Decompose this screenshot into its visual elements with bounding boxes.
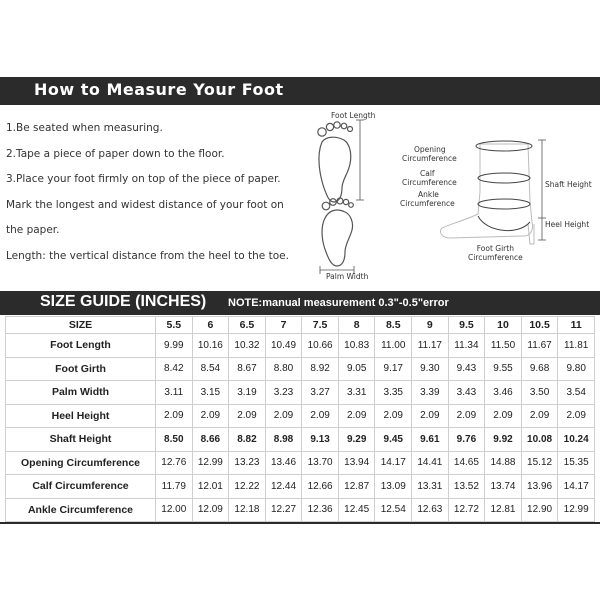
table-cell: 12.81 <box>485 498 522 522</box>
table-cell: 2.09 <box>338 404 375 428</box>
table-cell: 3.39 <box>412 381 449 405</box>
table-cell: 2.09 <box>485 404 522 428</box>
table-header-row <box>6 317 595 334</box>
table-cell: 10.49 <box>265 334 302 358</box>
table-cell: 15.12 <box>521 451 558 475</box>
footprint-illustration <box>300 108 390 278</box>
table-cell: 8.66 <box>192 428 229 452</box>
size-column-header: 9 <box>412 317 449 334</box>
footprint-bottom <box>322 210 352 266</box>
table-cell: 11.81 <box>558 334 595 358</box>
table-cell: 9.99 <box>156 334 193 358</box>
table-cell: 3.31 <box>338 381 375 405</box>
table-cell: 3.11 <box>156 381 193 405</box>
table-cell: 3.35 <box>375 381 412 405</box>
size-column-header: 9.5 <box>448 317 485 334</box>
table-cell: 2.09 <box>192 404 229 428</box>
table-cell: 9.80 <box>558 357 595 381</box>
table-cell: 13.94 <box>338 451 375 475</box>
table-cell: 12.99 <box>192 451 229 475</box>
row-label: Palm Width <box>6 381 156 405</box>
instruction-line: Length: the vertical distance from the heel to the toe. <box>6 249 289 262</box>
table-cell: 12.09 <box>192 498 229 522</box>
table-cell: 2.09 <box>265 404 302 428</box>
size-column-header: 6 <box>192 317 229 334</box>
size-column-header: 8.5 <box>375 317 412 334</box>
table-cell: 3.15 <box>192 381 229 405</box>
table-cell: 2.09 <box>521 404 558 428</box>
table-cell: 11.79 <box>156 475 193 499</box>
foot-length-label: Foot Length <box>331 111 376 120</box>
table-cell: 12.45 <box>338 498 375 522</box>
table-cell: 8.92 <box>302 357 339 381</box>
table-cell: 9.68 <box>521 357 558 381</box>
table-cell: 3.50 <box>521 381 558 405</box>
table-cell: 12.22 <box>229 475 266 499</box>
table-cell: 13.74 <box>485 475 522 499</box>
bottom-rule <box>0 522 600 524</box>
row-label: Heel Height <box>6 404 156 428</box>
table-cell: 11.50 <box>485 334 522 358</box>
table-cell: 9.05 <box>338 357 375 381</box>
size-guide-title: SIZE GUIDE (INCHES) <box>40 293 207 310</box>
header-bar <box>0 77 600 105</box>
size-guide-table <box>5 316 595 522</box>
row-label: Foot Length <box>6 334 156 358</box>
instruction-line: the paper. <box>6 224 60 236</box>
table-cell: 8.54 <box>192 357 229 381</box>
table-cell: 12.01 <box>192 475 229 499</box>
table-cell: 2.09 <box>375 404 412 428</box>
table-cell: 14.41 <box>412 451 449 475</box>
table-cell: 12.87 <box>338 475 375 499</box>
table-cell: 3.19 <box>229 381 266 405</box>
instruction-line: Mark the longest and widest distance of your foot on <box>6 198 284 211</box>
size-column-header: 11 <box>558 317 595 334</box>
row-label: Foot Girth <box>6 357 156 381</box>
table-cell: 12.18 <box>229 498 266 522</box>
size-column-header: 8 <box>338 317 375 334</box>
footprint-top <box>319 137 351 202</box>
table-cell: 2.09 <box>558 404 595 428</box>
table-row <box>6 451 595 475</box>
shaft-height-label: Shaft Height <box>545 180 592 189</box>
size-column-header: 6.5 <box>229 317 266 334</box>
table-cell: 9.29 <box>338 428 375 452</box>
table-row <box>6 334 595 358</box>
table-cell: 3.23 <box>265 381 302 405</box>
row-label: Ankle Circumference <box>6 498 156 522</box>
table-cell: 2.09 <box>448 404 485 428</box>
table-cell: 11.00 <box>375 334 412 358</box>
table-cell: 14.65 <box>448 451 485 475</box>
table-cell: 13.23 <box>229 451 266 475</box>
size-header-cell: SIZE <box>6 317 156 334</box>
table-row <box>6 475 595 499</box>
instruction-line: 1.Be seated when measuring. <box>6 122 163 134</box>
table-cell: 9.76 <box>448 428 485 452</box>
table-cell: 8.98 <box>265 428 302 452</box>
table-cell: 12.72 <box>448 498 485 522</box>
table-cell: 12.54 <box>375 498 412 522</box>
table-cell: 9.43 <box>448 357 485 381</box>
table-cell: 12.44 <box>265 475 302 499</box>
table-cell: 14.88 <box>485 451 522 475</box>
table-cell: 12.66 <box>302 475 339 499</box>
size-column-header: 10 <box>485 317 522 334</box>
table-row <box>6 498 595 522</box>
table-cell: 9.92 <box>485 428 522 452</box>
table-cell: 12.99 <box>558 498 595 522</box>
table-cell: 12.90 <box>521 498 558 522</box>
table-cell: 9.55 <box>485 357 522 381</box>
instruction-line: 3.Place your foot firmly on top of the piece of paper. <box>6 173 281 185</box>
table-cell: 3.46 <box>485 381 522 405</box>
row-label: Opening Circumference <box>6 451 156 475</box>
table-cell: 3.54 <box>558 381 595 405</box>
table-cell: 9.45 <box>375 428 412 452</box>
table-cell: 10.66 <box>302 334 339 358</box>
table-cell: 14.17 <box>375 451 412 475</box>
table-cell: 10.83 <box>338 334 375 358</box>
size-guide-note: NOTE:manual measurement 0.3"-0.5"error <box>228 297 449 309</box>
table-cell: 2.09 <box>302 404 339 428</box>
opening-circumference-label: Opening Circumference <box>402 145 457 163</box>
table-row <box>6 357 595 381</box>
table-cell: 10.32 <box>229 334 266 358</box>
size-column-header: 7.5 <box>302 317 339 334</box>
row-label: Calf Circumference <box>6 475 156 499</box>
instructions <box>6 121 306 274</box>
table-cell: 14.17 <box>558 475 595 499</box>
table-cell: 2.09 <box>229 404 266 428</box>
table-cell: 10.08 <box>521 428 558 452</box>
table-cell: 10.16 <box>192 334 229 358</box>
size-column-header: 7 <box>265 317 302 334</box>
table-row <box>6 404 595 428</box>
table-cell: 13.09 <box>375 475 412 499</box>
header-title: How to Measure Your Foot <box>34 80 284 99</box>
table-cell: 9.13 <box>302 428 339 452</box>
row-label: Shaft Height <box>6 428 156 452</box>
table-cell: 11.17 <box>412 334 449 358</box>
table-row <box>6 428 595 452</box>
opening-circumference-ring <box>476 141 532 151</box>
foot-girth-circumference-label: Foot Girth Circumference <box>468 244 523 262</box>
size-guide-bar <box>0 291 600 315</box>
table-cell: 13.31 <box>412 475 449 499</box>
table-cell: 13.46 <box>265 451 302 475</box>
table-cell: 8.82 <box>229 428 266 452</box>
table-row <box>6 381 595 405</box>
calf-circumference-label: Calf Circumference <box>402 169 457 187</box>
table-cell: 12.00 <box>156 498 193 522</box>
table-cell: 8.80 <box>265 357 302 381</box>
table-cell: 9.17 <box>375 357 412 381</box>
size-column-header: 10.5 <box>521 317 558 334</box>
heel-height-label: Heel Height <box>545 220 590 229</box>
ankle-circumference-label: Ankle Circumference <box>400 190 455 208</box>
table-cell: 8.67 <box>229 357 266 381</box>
table-cell: 9.61 <box>412 428 449 452</box>
table-cell: 10.24 <box>558 428 595 452</box>
table-cell: 11.67 <box>521 334 558 358</box>
table-cell: 13.52 <box>448 475 485 499</box>
table-cell: 12.27 <box>265 498 302 522</box>
size-column-header: 5.5 <box>156 317 193 334</box>
calf-circumference-ring <box>478 173 530 183</box>
table-cell: 2.09 <box>156 404 193 428</box>
table-cell: 11.34 <box>448 334 485 358</box>
table-cell: 2.09 <box>412 404 449 428</box>
table-cell: 12.63 <box>412 498 449 522</box>
table-cell: 13.70 <box>302 451 339 475</box>
table-cell: 8.42 <box>156 357 193 381</box>
foot-girth-ring <box>478 216 530 231</box>
table-cell: 12.76 <box>156 451 193 475</box>
table-cell: 3.27 <box>302 381 339 405</box>
table-cell: 3.43 <box>448 381 485 405</box>
instruction-line: 2.Tape a piece of paper down to the floor. <box>6 147 225 160</box>
ankle-circumference-ring <box>478 199 530 209</box>
table-cell: 13.96 <box>521 475 558 499</box>
palm-width-label: Palm Width <box>326 272 369 281</box>
table-cell: 9.30 <box>412 357 449 381</box>
table-cell: 8.50 <box>156 428 193 452</box>
table-cell: 12.36 <box>302 498 339 522</box>
table-cell: 15.35 <box>558 451 595 475</box>
